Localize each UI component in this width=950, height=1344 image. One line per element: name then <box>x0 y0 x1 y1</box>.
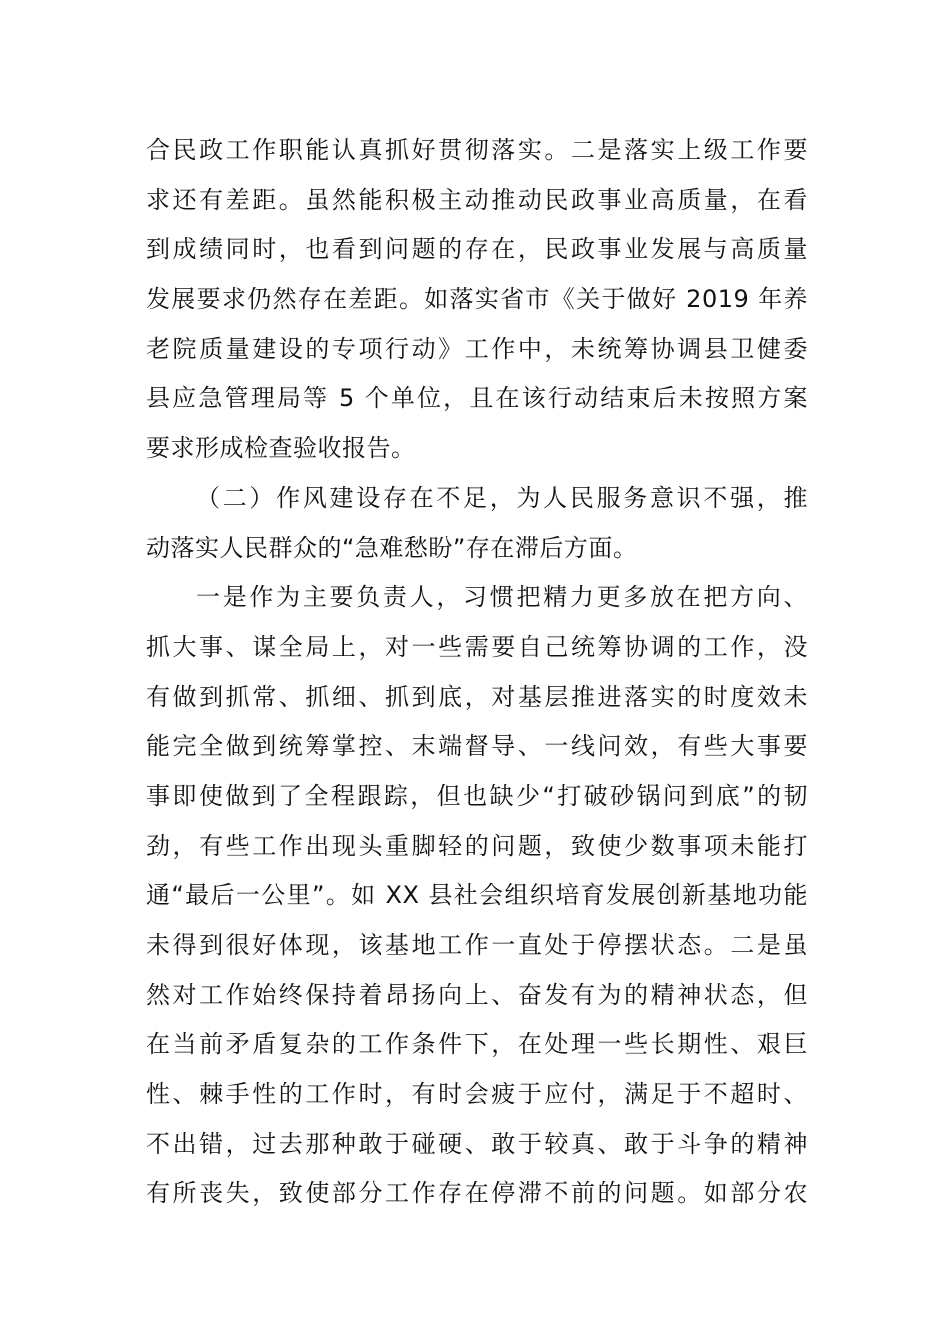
document-body <box>146 126 808 1219</box>
text-line-15: 劲，有些工作出现头重脚轻的问题，致使少数事项未能打 <box>146 831 808 860</box>
section-heading-line-2: 动落实人民群众的“急难愁盼”存在滞后方面。 <box>146 533 638 562</box>
text-line-3: 到成绩同时，也看到问题的存在，民政事业发展与高质量 <box>146 235 808 264</box>
text-line-12: 有做到抓常、抓细、抓到底，对基层推进落实的时度效未 <box>146 682 808 711</box>
text-line-13: 能完全做到统筹掌控、末端督导、一线问效，有些大事要 <box>146 732 808 761</box>
text-line-21: 不出错，过去那种敢于碰硬、敢于较真、敢于斗争的精神 <box>146 1129 808 1158</box>
section-heading-line-1: （二）作风建设存在不足，为人民服务意识不强，推 <box>196 483 808 512</box>
text-line-19: 在当前矛盾复杂的工作条件下，在处理一些长期性、艰巨 <box>146 1030 808 1059</box>
text-line-7: 要求形成检查验收报告。 <box>146 434 416 463</box>
text-line-22: 有所丧失，致使部分工作存在停滞不前的问题。如部分农 <box>146 1179 808 1208</box>
text-line-14: 事即使做到了全程跟踪，但也缺少“打破砂锅问到底”的韧 <box>146 781 808 810</box>
text-line-16: 通“最后一公里”。如 XX 县社会组织培育发展创新基地功能 <box>146 881 808 910</box>
text-line-18: 然对工作始终保持着昂扬向上、奋发有为的精神状态，但 <box>146 980 808 1009</box>
text-line-10: 一是作为主要负责人，习惯把精力更多放在把方向、 <box>196 583 808 612</box>
text-line-6: 县应急管理局等 5 个单位，且在该行动结束后未按照方案 <box>146 384 808 413</box>
text-line-5: 老院质量建设的专项行动》工作中，未统筹协调县卫健委 <box>146 334 808 363</box>
text-line-11: 抓大事、谋全局上，对一些需要自己统筹协调的工作，没 <box>146 632 808 661</box>
text-line-1: 合民政工作职能认真抓好贯彻落实。二是落实上级工作要 <box>146 136 808 164</box>
text-line-17: 未得到很好体现，该基地工作一直处于停摆状态。二是虽 <box>146 931 808 959</box>
text-line-4: 发展要求仍然存在差距。如落实省市《关于做好 2019 年养 <box>146 285 808 314</box>
text-line-2: 求还有差距。虽然能积极主动推动民政事业高质量，在看 <box>146 185 808 214</box>
text-line-20: 性、棘手性的工作时，有时会疲于应付，满足于不超时、 <box>146 1080 808 1109</box>
